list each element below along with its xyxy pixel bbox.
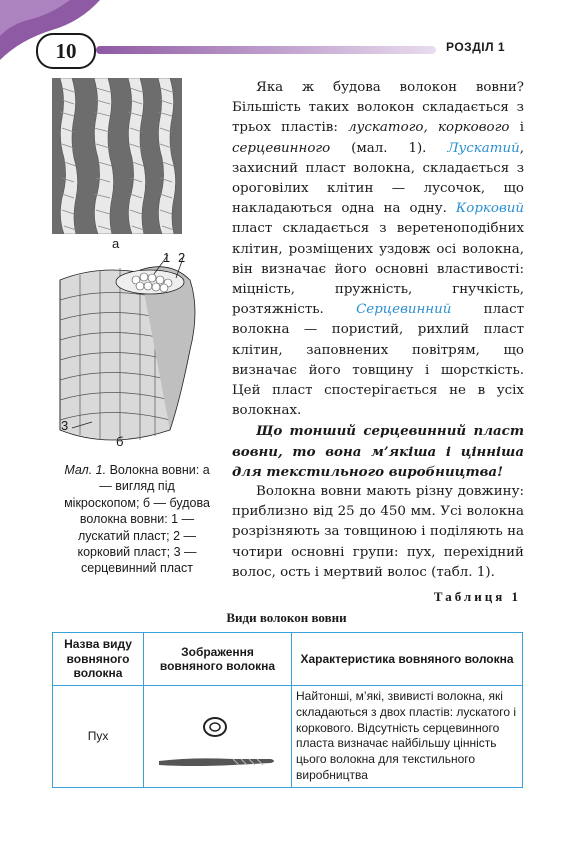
figure-label-a: а — [112, 236, 120, 251]
figure-label-2: 2 — [178, 250, 186, 265]
caption-title: Мал. 1. — [64, 463, 107, 477]
table-caption: Таблиця 1 — [433, 589, 521, 604]
figure-label-3: 3 — [61, 418, 69, 433]
paragraph-emphasis: Що тонший серцевинний пласт вовни, то вона м’якіша і цінніша для текстильного виробництва! — [232, 423, 524, 480]
paragraph-length: Волокна вовни мають різну довжину: приблизно від 25 до 450 мм. Усі волокна розрізняють за товщиною і поділяють на чотири основні групи: пух, перехідний волос, ость і мертвий волос (табл. 1). — [232, 484, 524, 580]
body-text — [232, 78, 524, 583]
text-run: пласт складається з веретеноподібних клітин, розміщених уздовж осі волокна, він визначає його основні властивості: міцність, пружність, гнучкість, розтяжність. — [232, 221, 524, 318]
fiber-microscope-image — [52, 78, 182, 234]
term-medullary: серцевинного — [232, 140, 331, 156]
text-run: Яка ж будова волокон вовни? Більшість таких волокон складається з трьох пластів: — [232, 80, 524, 136]
row-description: Найтонші, м’які, звивисті волокна, які складаються з двох пластів: лускатого і коркового. Відсутність серцевинного пласта визначає найбільшу цінність цього волокна для текстильного виробництва — [292, 686, 523, 788]
text-run: пласт волокна — пористий, рихлий пласт клітин, заповнених повітрям, що визначає його товщину і шорсткість. Цей пласт спостерігається не в усіх волокнах. — [232, 302, 524, 419]
figure-label-b: б — [116, 434, 124, 449]
header-characteristic: Характеристика вовняного волокна — [292, 633, 523, 686]
header-rule — [96, 46, 436, 54]
paragraph-structure — [232, 78, 524, 421]
text-run: і — [509, 120, 524, 136]
section-label: РОЗДІЛ 1 — [446, 40, 506, 54]
highlight-scaly: Лускатий — [447, 140, 520, 156]
row-image — [144, 686, 292, 788]
fiber-types-table — [52, 632, 523, 788]
highlight-cortical: Корковий — [455, 201, 524, 217]
fiber-structure-diagram — [50, 250, 200, 455]
text-run: , захисний пласт волокна, складається з ороговілих клітин — лусочок, що накладаються одна на одну. — [232, 140, 524, 217]
text-run: (мал. 1). — [330, 140, 448, 156]
figure-label-1: 1 — [163, 250, 171, 265]
row-name: Пух — [53, 686, 144, 788]
header-name: Назва виду вовняного волокна — [53, 633, 144, 686]
table-title: Види волокон вовни — [226, 610, 347, 625]
table-row — [53, 686, 523, 788]
caption-text: Волокна вовни: а — вигляд під мікроскопом; б — будова волокна вовни: 1 — лускатий пласт; 2 — корковий пласт; 3 — серцевинний пласт — [64, 463, 210, 576]
figure-caption — [62, 462, 212, 577]
page-number: 10 — [36, 33, 96, 69]
table-header-row — [53, 633, 523, 686]
header-image: Зображення вовняного волокна — [144, 633, 292, 686]
down-fiber-illustration — [153, 689, 283, 779]
term-scaly-cortical: лускатого, коркового — [348, 120, 510, 136]
highlight-medullary: Серцевинний — [356, 302, 452, 318]
